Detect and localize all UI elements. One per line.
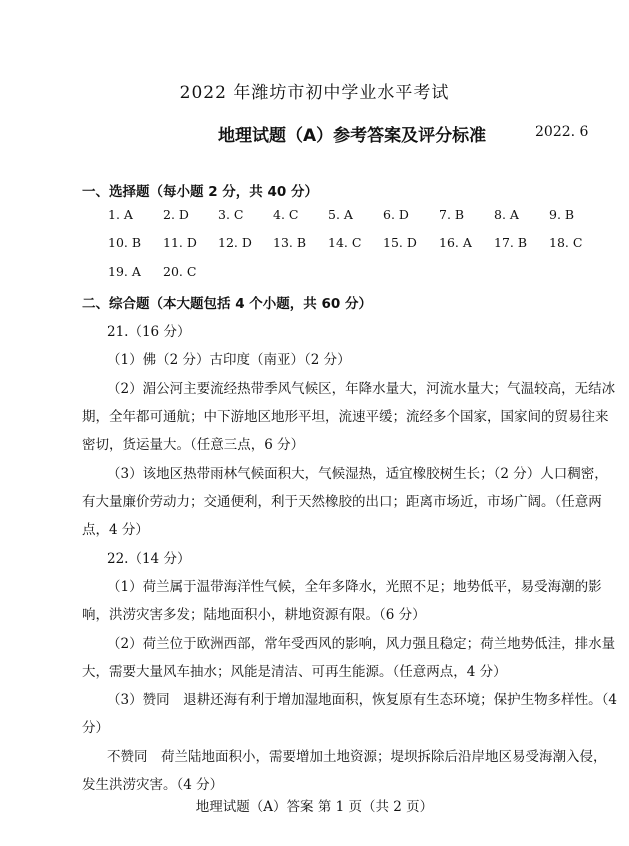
- answer-item: 8. A: [494, 207, 519, 222]
- q21-answer-2-line-1: （2）湄公河主要流经热带季风气候区，年降水量大，河流水量大；气温较高，无结冰: [107, 381, 616, 397]
- answer-item: 12. D: [218, 235, 252, 250]
- section-heading-comprehensive: 二、综合题（本大题包括 4 个小题，共 60 分）: [82, 296, 372, 312]
- exam-date: 2022. 6: [535, 124, 589, 140]
- q22-header: 22.（14 分）: [107, 551, 191, 567]
- answer-item: 6. D: [383, 207, 409, 222]
- q21-answer-3-line-1: （3）该地区热带雨林气候面积大，气候湿热，适宜橡胶树生长；（2 分）人口稠密，: [107, 466, 608, 482]
- q21-answer-2-line-2: 期，全年都可通航；中下游地区地形平坦，流速平缓；流经多个国家，国家间的贸易往来: [82, 409, 609, 425]
- q21-answer-3-line-2: 有大量廉价劳动力；交通便利，利于天然橡胶的出口；距离市场近，市场广阔。（任意两: [82, 494, 602, 510]
- q22-answer-2-line-1: （2）荷兰位于欧洲西部，常年受西风的影响，风力强且稳定；荷兰地势低洼，排水量: [107, 636, 616, 652]
- exam-title: 2022 年潍坊市初中学业水平考试: [179, 83, 450, 103]
- q22-answer-1-line-1: （1）荷兰属于温带海洋性气候，全年多降水，光照不足；地势低平，易受海潮的影: [107, 579, 602, 595]
- answer-item: 1. A: [108, 207, 133, 222]
- answer-item: 20. C: [163, 264, 197, 279]
- q22-answer-3-line-1: （3）赞同 退耕还海有利于增加湿地面积，恢复原有生态环境；保护生物多样性。（4: [107, 692, 617, 708]
- answer-item: 13. B: [273, 235, 307, 250]
- answer-item: 5. A: [328, 207, 353, 222]
- answer-item: 10. B: [108, 235, 142, 250]
- q22-answer-1-line-2: 响，洪涝灾害多发；陆地面积小，耕地资源有限。（6 分）: [82, 607, 426, 623]
- q22-answer-2-line-2: 大，需要大量风车抽水；风能是清洁、可再生能源。（任意两点，4 分）: [82, 664, 507, 680]
- q22-answer-4-line-2: 发生洪涝灾害。（4 分）: [82, 777, 224, 793]
- q21-answer-3-line-3: 点，4 分）: [82, 522, 149, 538]
- answer-item: 19. A: [108, 264, 141, 279]
- q21-answer-2-line-3: 密切，货运量大。（任意三点，6 分）: [82, 437, 305, 453]
- answer-item: 3. C: [218, 207, 244, 222]
- answer-item: 16. A: [439, 235, 472, 250]
- answer-item: 11. D: [163, 235, 197, 250]
- answer-item: 2. D: [163, 207, 189, 222]
- answer-item: 7. B: [439, 207, 465, 222]
- answer-key-title: 地理试题（A）参考答案及评分标准: [218, 126, 487, 146]
- answer-item: 9. B: [549, 207, 575, 222]
- q21-header: 21.（16 分）: [107, 324, 191, 340]
- answer-item: 18. C: [549, 235, 583, 250]
- page-footer: 地理试题（A）答案 第 1 页（共 2 页）: [195, 799, 434, 815]
- answer-item: 4. C: [273, 207, 299, 222]
- section-heading-multiple-choice: 一、选择题（每小题 2 分，共 40 分）: [82, 184, 318, 200]
- answer-item: 15. D: [383, 235, 417, 250]
- q22-answer-3-line-2: 分）: [82, 720, 109, 736]
- answer-item: 17. B: [494, 235, 528, 250]
- q22-answer-4-line-1: 不赞同 荷兰陆地面积小，需要增加土地资源；堤坝拆除后沿岸地区易受海潮入侵，: [107, 749, 607, 765]
- q21-answer-1: （1）佛（2 分）古印度（南亚）（2 分）: [107, 352, 351, 368]
- answer-item: 14. C: [328, 235, 362, 250]
